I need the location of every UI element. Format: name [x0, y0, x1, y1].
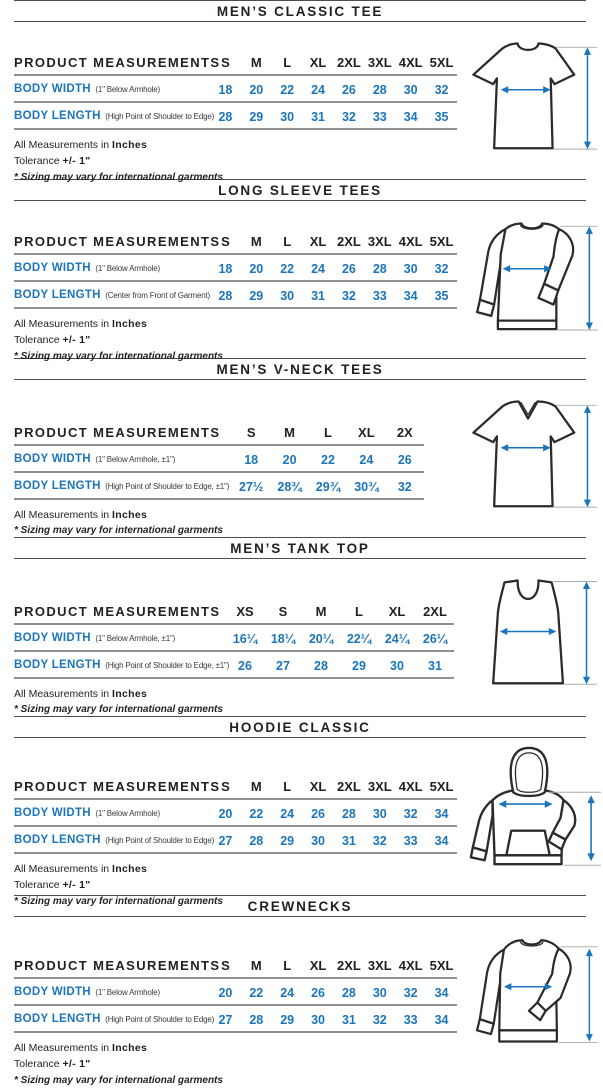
size-column-header: M	[250, 958, 262, 973]
size-column-header: XL	[309, 234, 327, 249]
measurement-value: 30	[372, 986, 387, 1000]
section-title: CREWNECKS	[247, 899, 353, 914]
size-column-header: L	[283, 779, 292, 794]
row-label: BODY LENGTH	[14, 659, 101, 671]
measurement-value: 22	[321, 453, 335, 467]
size-column-header: 4XL	[398, 958, 423, 973]
illustration-area	[458, 917, 600, 1088]
row-sublabel: (1" Below Armhole, ±1")	[95, 455, 176, 464]
row-label: BODY WIDTH	[14, 262, 91, 274]
measurement-value: 30	[403, 262, 418, 276]
row-sublabel: (1" Below Armhole)	[95, 264, 160, 273]
table-header-row	[14, 601, 454, 624]
sizing-note: * Sizing may vary for international garments	[14, 350, 223, 362]
size-column-header: L	[283, 958, 292, 973]
notes	[14, 316, 458, 364]
illustration-area	[458, 22, 600, 185]
row-label: BODY LENGTH	[14, 480, 101, 492]
long-sleeve-tee-icon	[456, 215, 602, 347]
measurements-note	[14, 1040, 458, 1056]
note-unit: Inches	[112, 1042, 148, 1054]
measurement-value: 34	[403, 110, 418, 124]
row-sublabel: (1" Below Armhole)	[95, 85, 160, 94]
body-width-row	[14, 75, 457, 102]
measurement-value: 20	[249, 83, 264, 97]
measurement-value: 34	[434, 986, 449, 1000]
measurement-value: 31	[311, 289, 326, 303]
note-text: All Measurements in	[14, 1042, 110, 1054]
note-text: Tolerance	[14, 1058, 60, 1071]
size-column-header: 5XL	[429, 958, 454, 973]
measurement-value: 24	[280, 807, 295, 821]
measurement-value: 26	[311, 807, 326, 821]
body-length-row	[14, 651, 454, 678]
section-title: LONG SLEEVE TEES	[218, 183, 382, 198]
tank-top-icon	[456, 573, 602, 705]
measurements-note	[14, 686, 458, 702]
row-sublabel: (High Point of Shoulder to Edge, ±1")	[105, 661, 230, 670]
size-column-header: S	[221, 958, 230, 973]
classic-tee-icon	[456, 36, 602, 168]
measurement-value: 18	[218, 262, 233, 276]
measurement-value: 33	[403, 834, 418, 848]
size-column-header: S	[246, 425, 256, 440]
body-width-row	[14, 254, 457, 281]
section-title: HOODIE CLASSIC	[229, 720, 371, 735]
body-length-row	[14, 281, 457, 308]
note-text: All Measurements in	[14, 509, 110, 521]
section-crewnecks	[0, 895, 600, 1086]
body-length-arrow-icon	[584, 405, 591, 507]
illustration-area	[458, 201, 600, 364]
note-text: All Measurements in	[14, 688, 110, 700]
body-width-row	[14, 445, 424, 472]
measurement-value: 29	[249, 110, 264, 124]
measurement-value: 31	[311, 110, 326, 124]
measurement-value: 29	[280, 834, 295, 848]
body-length-arrow-icon	[587, 795, 594, 861]
measurement-value: 28	[341, 807, 356, 821]
product-measurements-header: PRODUCT MEASUREMENTS	[14, 234, 221, 249]
row-sublabel: (1" Below Armhole)	[95, 988, 160, 997]
size-column-header: L	[283, 234, 292, 249]
size-column-header: XL	[388, 604, 406, 619]
note-value: +/- 1"	[62, 155, 91, 168]
size-column-header: M	[315, 604, 327, 619]
size-column-header: S	[221, 55, 230, 70]
size-column-header: 2XL	[337, 779, 361, 794]
body-length-arrow-icon	[584, 47, 591, 149]
size-column-header: M	[250, 779, 262, 794]
sizing-note: * Sizing may vary for international garments	[14, 1074, 223, 1086]
body-length-row	[14, 472, 424, 499]
tolerance-note	[14, 332, 458, 348]
v-neck-tee-icon	[456, 394, 602, 526]
note-text: All Measurements in	[14, 863, 110, 875]
measurement-value: 26	[238, 659, 252, 673]
notes	[14, 507, 458, 539]
measurement-value: 28	[218, 289, 233, 303]
row-label: BODY LENGTH	[14, 1013, 101, 1025]
measurement-value: 29	[249, 289, 264, 303]
hoodie-icon	[455, 741, 603, 879]
row-sublabel: (High Point of Shoulder to Edge, ±1")	[105, 482, 230, 491]
measurement-value: 30	[390, 659, 404, 673]
size-table	[14, 231, 457, 309]
measurement-value: 32	[372, 834, 387, 848]
measurement-value: 28	[249, 834, 264, 848]
sizing-note: * Sizing may vary for international garments	[14, 171, 223, 183]
measurement-value: 30	[280, 289, 295, 303]
measurement-value: 31	[341, 834, 356, 848]
measurement-value: 28	[314, 659, 328, 673]
size-column-header: 5XL	[429, 234, 454, 249]
tolerance-note	[14, 153, 458, 169]
size-column-header: M	[284, 425, 295, 440]
size-column-header: M	[250, 55, 262, 70]
measurement-value: 33	[372, 289, 387, 303]
size-column-header: 2XL	[423, 604, 447, 619]
measurement-value: 20¼	[308, 632, 334, 646]
measurement-value: 20	[282, 453, 297, 467]
section-mens-classic-tee	[0, 0, 600, 183]
table-header-row	[14, 955, 457, 978]
measurement-value: 31	[341, 1013, 356, 1027]
size-table	[14, 422, 424, 500]
measurement-value: 30	[280, 110, 295, 124]
measurement-value: 34	[434, 834, 449, 848]
size-column-header: 2X	[396, 425, 413, 440]
measurement-value: 32	[341, 110, 356, 124]
size-column-header: 2XL	[337, 55, 361, 70]
row-label: BODY WIDTH	[14, 83, 91, 95]
section-title-bar	[14, 0, 586, 22]
measurement-value: 33	[372, 110, 387, 124]
measurement-value: 32	[434, 262, 449, 276]
product-measurements-header: PRODUCT MEASUREMENTS	[14, 55, 221, 70]
measurement-value: 32	[372, 1013, 387, 1027]
size-table	[14, 601, 454, 679]
product-measurements-header: PRODUCT MEASUREMENTS	[14, 604, 221, 619]
sizing-note: * Sizing may vary for international garments	[14, 525, 223, 537]
measurement-value: 29	[280, 1013, 295, 1027]
size-column-header: 2XL	[337, 234, 361, 249]
section-title-bar	[14, 716, 586, 738]
row-label: BODY WIDTH	[14, 453, 91, 465]
body-length-arrow-icon	[583, 581, 590, 684]
measurement-value: 29¾	[315, 480, 341, 494]
measurements-note	[14, 137, 458, 153]
size-column-header: L	[324, 425, 332, 440]
measurement-value: 28	[341, 986, 356, 1000]
notes	[14, 861, 458, 909]
measurement-value: 27½	[239, 480, 264, 494]
body-length-row	[14, 1005, 457, 1032]
measurement-value: 22¼	[346, 632, 372, 646]
section-title: MEN’S CLASSIC TEE	[216, 4, 384, 19]
size-column-header: S	[221, 234, 230, 249]
illustration-area	[458, 738, 600, 909]
size-column-header: XS	[236, 604, 254, 619]
measurement-value: 18	[244, 453, 259, 467]
size-column-header: XL	[309, 779, 327, 794]
measurement-value: 24	[280, 986, 295, 1000]
measurement-value: 30	[372, 807, 387, 821]
note-value: +/- 1"	[62, 1058, 91, 1071]
note-unit: Inches	[112, 139, 148, 151]
measurement-value: 26	[341, 83, 356, 97]
size-column-header: 4XL	[398, 779, 423, 794]
size-column-header: 3XL	[367, 779, 392, 794]
table-header-row	[14, 52, 457, 75]
measurement-value: 26	[341, 262, 356, 276]
row-sublabel: (High Point of Shoulder to Edge)	[105, 112, 215, 121]
row-label: BODY LENGTH	[14, 834, 101, 846]
note-text: Tolerance	[14, 334, 60, 347]
size-column-header: S	[221, 779, 230, 794]
table-header-row	[14, 776, 457, 799]
measurement-value: 20	[249, 262, 264, 276]
measurement-value: 27	[218, 834, 233, 848]
sizing-note: * Sizing may vary for international garments	[14, 704, 223, 716]
size-column-header: 3XL	[367, 958, 392, 973]
note-unit: Inches	[112, 863, 148, 875]
row-label: BODY WIDTH	[14, 807, 91, 819]
measurement-value: 22	[249, 807, 264, 821]
measurement-value: 34	[434, 1013, 449, 1027]
tolerance-note	[14, 877, 458, 893]
note-text: Tolerance	[14, 879, 60, 892]
size-column-header: XL	[309, 958, 327, 973]
size-column-header: S	[278, 604, 288, 619]
measurement-value: 32	[341, 289, 356, 303]
body-length-row	[14, 826, 457, 853]
measurement-value: 26¼	[422, 632, 448, 646]
section-long-sleeve-tees	[0, 179, 600, 362]
measurement-value: 32	[397, 480, 412, 494]
note-text: Tolerance	[14, 155, 60, 168]
table-header-row	[14, 422, 424, 445]
measurement-value: 24	[359, 453, 374, 467]
body-length-arrow-icon	[586, 226, 593, 330]
measurement-value: 22	[280, 83, 295, 97]
body-length-arrow-icon	[586, 949, 593, 1042]
measurements-note	[14, 316, 458, 332]
section-mens-tank-top	[0, 537, 600, 716]
measurement-value: 26	[311, 986, 326, 1000]
measurement-value: 22	[280, 262, 295, 276]
section-title: MEN’S V-NECK TEES	[216, 362, 384, 377]
note-value: +/- 1"	[62, 879, 91, 892]
row-sublabel: (1" Below Armhole)	[95, 809, 160, 818]
measurement-value: 27	[276, 659, 290, 673]
note-unit: Inches	[112, 318, 148, 330]
measurement-value: 18	[218, 83, 233, 97]
size-column-header: 3XL	[367, 55, 392, 70]
size-column-header: 4XL	[398, 234, 423, 249]
size-column-header: XL	[358, 425, 375, 440]
measurement-value: 30	[311, 1013, 326, 1027]
size-column-header: 4XL	[398, 55, 423, 70]
measurement-value: 32	[403, 986, 418, 1000]
note-text: All Measurements in	[14, 139, 110, 151]
crewneck-icon	[455, 931, 603, 1061]
body-width-row	[14, 624, 454, 651]
measurement-value: 35	[434, 289, 449, 303]
size-table	[14, 776, 457, 854]
measurement-value: 26	[397, 453, 412, 467]
measurement-value: 24	[311, 262, 326, 276]
product-measurements-header: PRODUCT MEASUREMENTS	[14, 958, 221, 973]
measurement-value: 27	[218, 1013, 233, 1027]
product-measurements-header: PRODUCT MEASUREMENTS	[14, 425, 221, 440]
measurement-value: 28	[218, 110, 233, 124]
measurement-value: 29	[352, 659, 366, 673]
measurement-value: 31	[428, 659, 442, 673]
illustration-area	[458, 380, 600, 539]
measurement-value: 28	[372, 83, 387, 97]
note-text: All Measurements in	[14, 318, 110, 330]
tolerance-note	[14, 1056, 458, 1072]
note-unit: Inches	[112, 509, 148, 521]
measurement-value: 28	[249, 1013, 264, 1027]
measurement-value: 20	[218, 986, 233, 1000]
table-header-row	[14, 231, 457, 254]
measurement-value: 35	[434, 110, 449, 124]
row-sublabel: (High Point of Shoulder to Edge)	[105, 1015, 215, 1024]
measurement-value: 20	[218, 807, 233, 821]
size-column-header: 5XL	[429, 55, 454, 70]
row-sublabel: (Center from Front of Garment)	[105, 291, 210, 300]
size-column-header: L	[283, 55, 292, 70]
measurement-value: 30	[403, 83, 418, 97]
row-sublabel: (1" Below Armhole, ±1")	[95, 634, 176, 643]
measurement-value: 28	[372, 262, 387, 276]
note-value: +/- 1"	[62, 334, 91, 347]
measurement-value: 33	[403, 1013, 418, 1027]
measurements-note	[14, 861, 458, 877]
measurement-value: 34	[403, 289, 418, 303]
measurement-value: 18¼	[270, 632, 296, 646]
row-sublabel: (High Point of Shoulder to Edge)	[105, 836, 215, 845]
row-label: BODY WIDTH	[14, 986, 91, 998]
measurement-value: 34	[434, 807, 449, 821]
row-label: BODY LENGTH	[14, 289, 101, 301]
size-table	[14, 955, 457, 1033]
size-column-header: M	[250, 234, 262, 249]
body-length-row	[14, 102, 457, 129]
size-column-header: 5XL	[429, 779, 454, 794]
sizing-note: * Sizing may vary for international garments	[14, 895, 223, 907]
measurements-note	[14, 507, 458, 523]
notes	[14, 1040, 458, 1088]
measurement-value: 16¼	[232, 632, 258, 646]
notes	[14, 137, 458, 185]
measurement-value: 22	[249, 986, 264, 1000]
measurement-value: 28¾	[277, 480, 302, 494]
measurement-value: 30¾	[354, 480, 379, 494]
size-column-header: 2XL	[337, 958, 361, 973]
notes	[14, 686, 458, 718]
size-column-header: XL	[309, 55, 327, 70]
row-label: BODY WIDTH	[14, 632, 91, 644]
section-title-bar	[14, 537, 586, 559]
body-width-row	[14, 978, 457, 1005]
section-mens-v-neck-tees	[0, 358, 600, 537]
note-unit: Inches	[112, 688, 148, 700]
illustration-area	[458, 559, 600, 718]
measurement-value: 24	[311, 83, 326, 97]
size-column-header: 3XL	[367, 234, 392, 249]
size-column-header: L	[355, 604, 363, 619]
row-label: BODY LENGTH	[14, 110, 101, 122]
measurement-value: 32	[434, 83, 449, 97]
body-width-row	[14, 799, 457, 826]
product-measurements-header: PRODUCT MEASUREMENTS	[14, 779, 221, 794]
measurement-value: 30	[311, 834, 326, 848]
measurement-value: 32	[403, 807, 418, 821]
size-table	[14, 52, 457, 130]
measurement-value: 24¼	[384, 632, 410, 646]
section-title: MEN’S TANK TOP	[230, 541, 370, 556]
